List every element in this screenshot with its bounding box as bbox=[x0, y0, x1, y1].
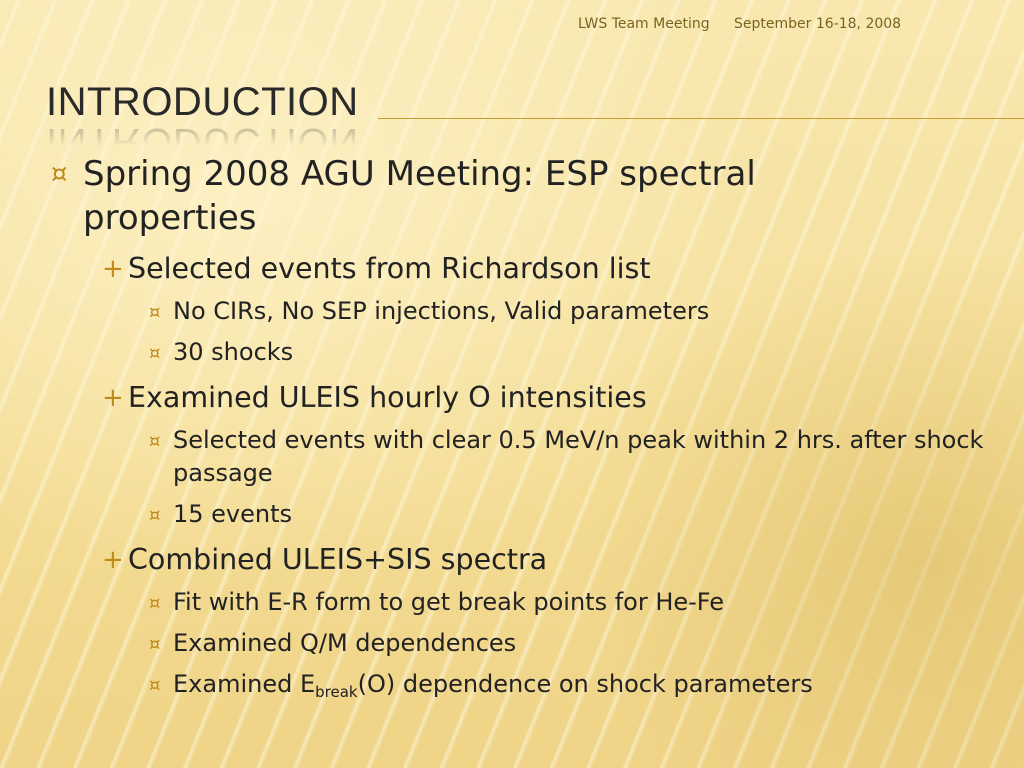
bullet-item bbox=[149, 424, 1003, 490]
bullet-item bbox=[149, 336, 1003, 369]
bullet-text bbox=[173, 670, 813, 701]
bullet-item bbox=[149, 627, 1003, 660]
bullet-item bbox=[51, 152, 863, 240]
bullet-plus-icon: + bbox=[102, 383, 124, 413]
bullet-text: Spring 2008 AGU Meeting: ESP spectral properties bbox=[83, 154, 756, 238]
title-rule bbox=[378, 118, 1024, 119]
bullet-text: 30 shocks bbox=[173, 338, 294, 366]
bullet-text-after: (O) dependence on shock parameters bbox=[357, 670, 813, 698]
header-note bbox=[578, 16, 901, 32]
bullet-item bbox=[149, 498, 1003, 531]
bullet-item bbox=[149, 586, 1003, 619]
bullet-text: Examined Q/M dependences bbox=[173, 629, 517, 657]
bullet-x-icon: ¤ bbox=[149, 505, 161, 526]
bullet-list bbox=[0, 152, 1024, 701]
bullet-text: No CIRs, No SEP injections, Valid parameters bbox=[173, 297, 710, 325]
bullet-text: 15 events bbox=[173, 500, 293, 528]
bullet-x-icon: ¤ bbox=[149, 593, 161, 614]
bullet-plus-icon: + bbox=[102, 545, 124, 575]
bullet-text: Examined ULEIS hourly O intensities bbox=[128, 381, 647, 414]
bullet-x-icon: ¤ bbox=[149, 343, 161, 364]
subscript-break: break bbox=[315, 683, 358, 701]
bullet-x-icon: ¤ bbox=[51, 159, 68, 189]
bullet-item bbox=[149, 668, 1003, 701]
bullet-plus-icon: + bbox=[102, 254, 124, 284]
bullet-item bbox=[102, 542, 988, 578]
bullet-text: Selected events from Richardson list bbox=[128, 252, 651, 285]
bullet-item bbox=[102, 251, 988, 287]
bullet-text: Combined ULEIS+SIS spectra bbox=[128, 543, 548, 576]
bullet-item bbox=[149, 295, 1003, 328]
bullet-item bbox=[102, 380, 988, 416]
bullet-text: Selected events with clear 0.5 MeV/n peak within 2 hrs. after shock passage bbox=[173, 426, 984, 487]
bullet-text-before: Examined E bbox=[173, 670, 316, 698]
bullet-x-icon: ¤ bbox=[149, 302, 161, 323]
meeting-name: LWS Team Meeting bbox=[578, 16, 710, 32]
bullet-x-icon: ¤ bbox=[149, 675, 161, 696]
slide-title: INTRODUCTION bbox=[46, 80, 359, 124]
meeting-dates: September 16-18, 2008 bbox=[734, 16, 902, 32]
bullet-x-icon: ¤ bbox=[149, 634, 161, 655]
bullet-text: Fit with E-R form to get break points for He-Fe bbox=[173, 588, 725, 616]
bullet-x-icon: ¤ bbox=[149, 431, 161, 452]
